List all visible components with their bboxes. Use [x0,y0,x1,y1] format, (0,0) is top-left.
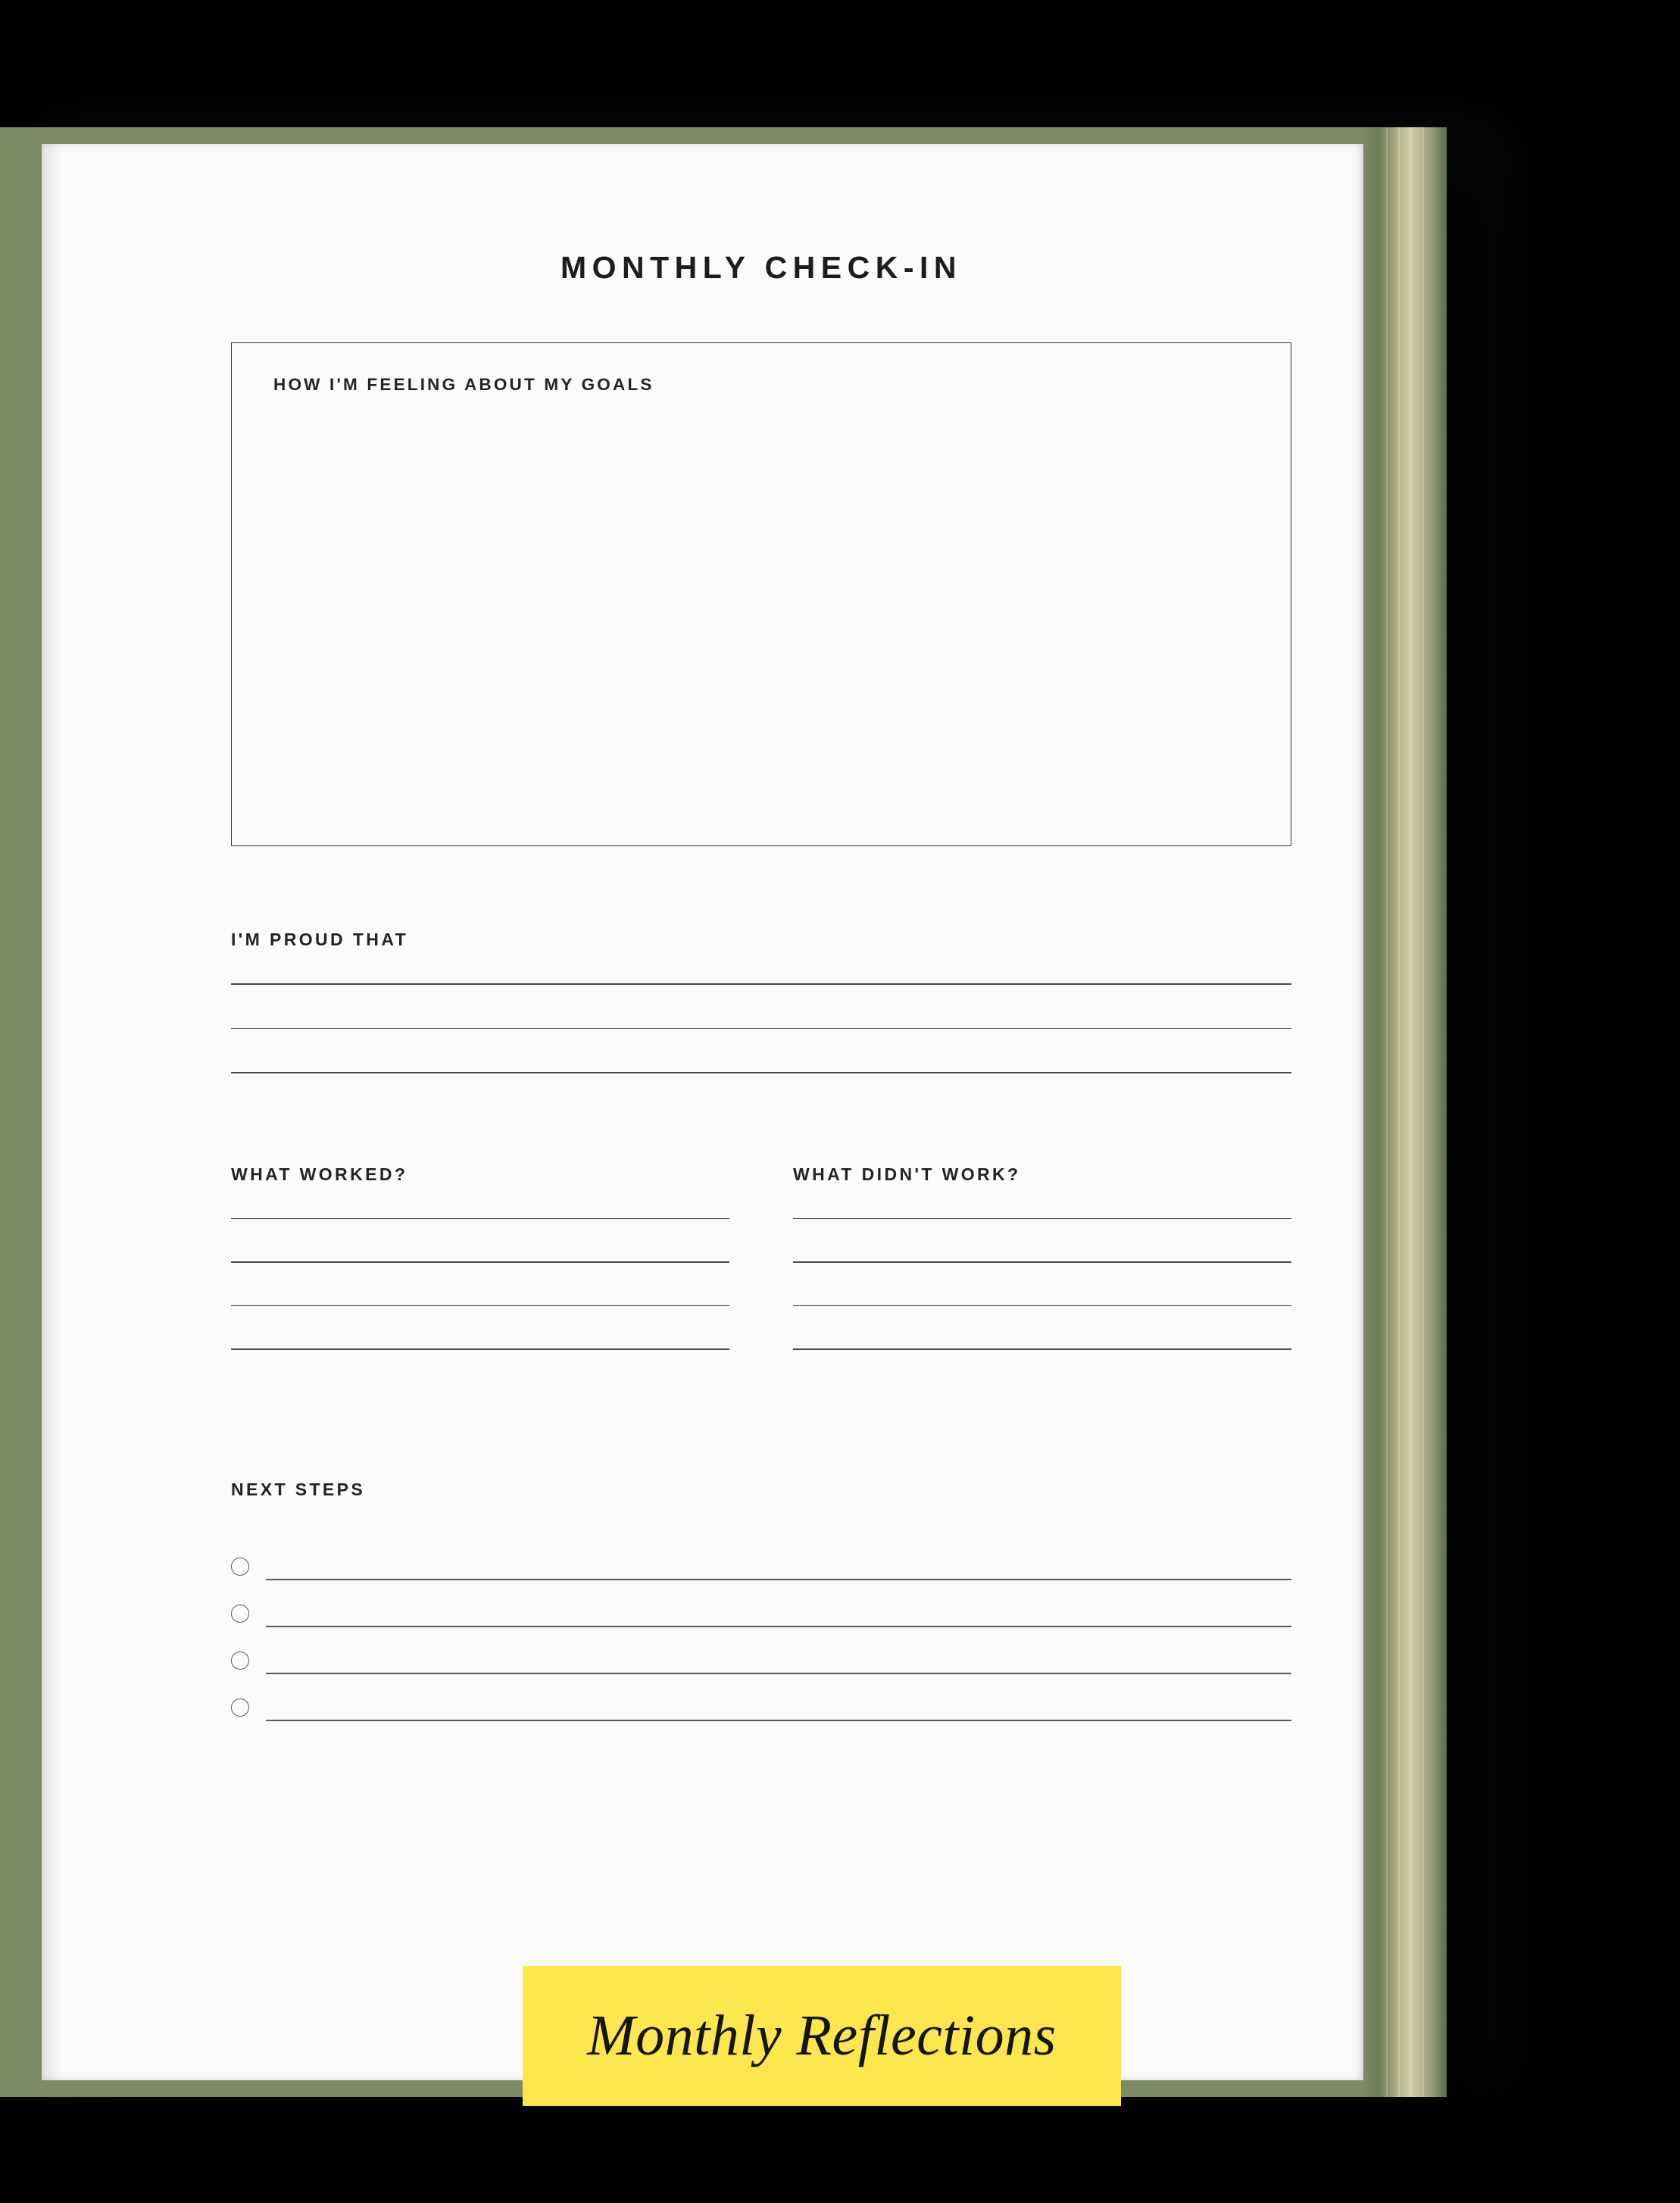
circle-checkbox-icon[interactable] [231,1698,249,1717]
proud-label: I'M PROUD THAT [231,930,409,949]
what-didnt-work-write-line[interactable] [793,1261,1291,1263]
book-page-edges [1363,127,1447,2097]
page-title: MONTHLY CHECK-IN [560,250,963,285]
caption-banner [523,1966,1121,2106]
what-worked-label: WHAT WORKED? [231,1164,408,1184]
next-step-item[interactable] [231,1533,1291,1580]
page-content [231,250,1291,1721]
circle-checkbox-icon[interactable] [231,1558,249,1576]
journal-page [42,144,1363,2080]
feelings-label: HOW I'M FEELING ABOUT MY GOALS [273,375,654,394]
page-gutter-shadow [42,144,61,2080]
circle-checkbox-icon[interactable] [231,1605,249,1623]
proud-section [231,930,1291,1073]
what-didnt-work-write-line[interactable] [793,1218,1291,1220]
next-steps-label: NEXT STEPS [231,1479,366,1499]
worked-comparison-section [231,1164,1291,1392]
next-step-item[interactable] [231,1674,1291,1721]
what-didnt-work-label: WHAT DIDN'T WORK? [793,1164,1021,1184]
what-didnt-work-column [793,1164,1291,1392]
proud-write-line[interactable] [231,1072,1291,1073]
caption-text: Monthly Reflections [587,2004,1057,2067]
next-step-write-line[interactable] [266,1579,1291,1580]
proud-write-line[interactable] [231,983,1291,985]
what-worked-column [231,1164,729,1392]
journal-book [0,127,1447,2097]
what-worked-write-line[interactable] [231,1348,729,1350]
circle-checkbox-icon[interactable] [231,1651,249,1670]
next-steps-section [231,1480,1291,1721]
next-step-item[interactable] [231,1580,1291,1627]
feelings-textarea[interactable] [231,342,1291,846]
what-worked-write-line[interactable] [231,1305,729,1307]
what-worked-write-line[interactable] [231,1218,729,1220]
what-worked-write-line[interactable] [231,1261,729,1263]
what-didnt-work-write-line[interactable] [793,1305,1291,1307]
proud-write-line[interactable] [231,1028,1291,1030]
what-didnt-work-write-line[interactable] [793,1348,1291,1350]
next-step-item[interactable] [231,1627,1291,1674]
